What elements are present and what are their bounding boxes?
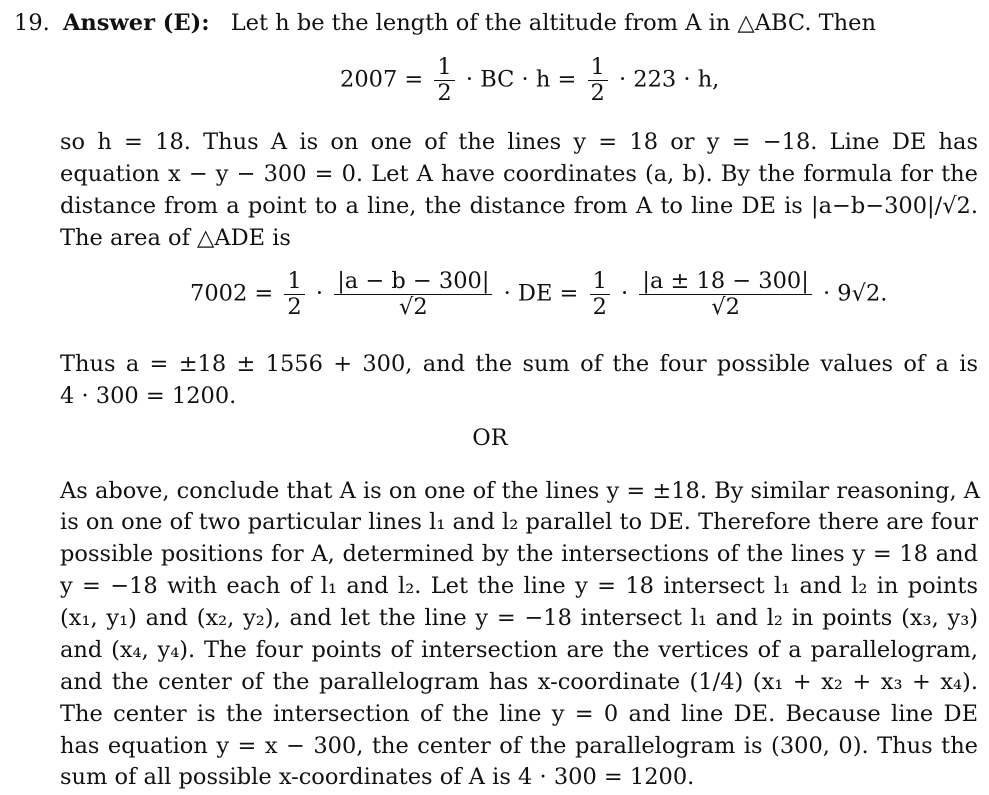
text-line-4: distance from a point to a line, the distance from A to line DE is |a−b−300|/√2.	[60, 193, 978, 219]
alt-line-4: y = −18 with each of l₁ and l₂. Let the line y = 18 intersect l₁ and l₂ in points	[60, 573, 978, 599]
frac-num: |a ± 18 − 300|	[639, 270, 811, 295]
alt-line-8: The center is the intersection of the line y = 0 and line DE. Because line DE	[60, 701, 978, 727]
text-line-5: The area of △ADE is	[60, 225, 291, 251]
equation-2: 7002 = $\frac{1}{2}$ · $\frac{|a - b - 300|}{√2}$ · DE = $\frac{1}{2}$ · $\frac{|a \pm 18 - 300|}{√2}$ · 9√2.	[190, 268, 888, 320]
frac-den: √2	[711, 293, 740, 320]
text-line-2: so h = 18. Thus A is on one of the lines y = 18 or y = −18. Line DE has	[60, 129, 978, 155]
intro-sentence: Let h be the length of the altitude from A in △ABC. Then	[230, 10, 876, 36]
text-line-6: Thus a = ±18 ± 1556 + 300, and the sum of the four possible values of a is	[60, 351, 978, 377]
frac-num: 1	[434, 56, 454, 81]
eq1-right: · 223 · h,	[618, 66, 720, 93]
alt-line-7: and the center of the parallelogram has x-coordinate (1/4) (x₁ + x₂ + x₃ + x₄).	[60, 669, 978, 695]
alt-line-6: and (x₄, y₄). The four points of intersection are the vertices of a parallelogram,	[60, 637, 978, 663]
alt-line-9: has equation y = x − 300, the center of the parallelogram is (300, 0). Thus the	[60, 733, 978, 759]
frac-num: |a − b − 300|	[334, 270, 492, 295]
frac-den: 2	[437, 79, 452, 106]
frac-den: 2	[287, 293, 302, 320]
eq2-left: 7002 =	[190, 280, 274, 307]
alt-line-1: As above, conclude that A is on one of the lines y = ±18. By similar reasoning, A	[60, 478, 981, 504]
answer-label: Answer (E):	[62, 10, 210, 36]
eq2-right: · 9√2.	[822, 280, 888, 307]
frac-den: 2	[590, 79, 605, 106]
frac-num: 1	[590, 270, 610, 295]
text-line-3: equation x − y − 300 = 0. Let A have coordinates (a, b). By the formula for the	[60, 161, 978, 187]
alt-line-5: (x₁, y₁) and (x₂, y₂), and let the line y = −18 intersect l₁ and l₂ in points (x₃, y₃)	[60, 605, 978, 631]
fraction-distance-2	[639, 270, 811, 319]
equation-1	[340, 56, 719, 105]
frac-num: 1	[588, 56, 608, 81]
text-line-7: 4 · 300 = 1200.	[60, 383, 237, 409]
problem-number: 19.	[14, 10, 50, 36]
alt-line-3: possible positions for A, determined by the intersections of the lines y = 18 and	[60, 541, 978, 567]
frac-num: 1	[284, 270, 304, 295]
fraction-half-2	[588, 56, 608, 105]
header-line	[14, 12, 876, 35]
fraction-half-3	[284, 270, 304, 319]
fraction-distance	[334, 270, 492, 319]
eq2-mid: · DE =	[503, 280, 579, 307]
fraction-half-4	[590, 270, 610, 319]
frac-den: 2	[592, 293, 607, 320]
frac-den: √2	[399, 293, 428, 320]
eq1-mid: · BC · h =	[465, 66, 577, 93]
or-separator: OR	[472, 425, 508, 451]
fraction-half-1	[434, 56, 454, 105]
alt-line-10: sum of all possible x-coordinates of A is 4 · 300 = 1200.	[60, 764, 695, 790]
alt-line-2: is on one of two particular lines l₁ and l₂ parallel to DE. Therefore there are four	[60, 509, 978, 535]
eq1-left: 2007 =	[340, 66, 424, 93]
